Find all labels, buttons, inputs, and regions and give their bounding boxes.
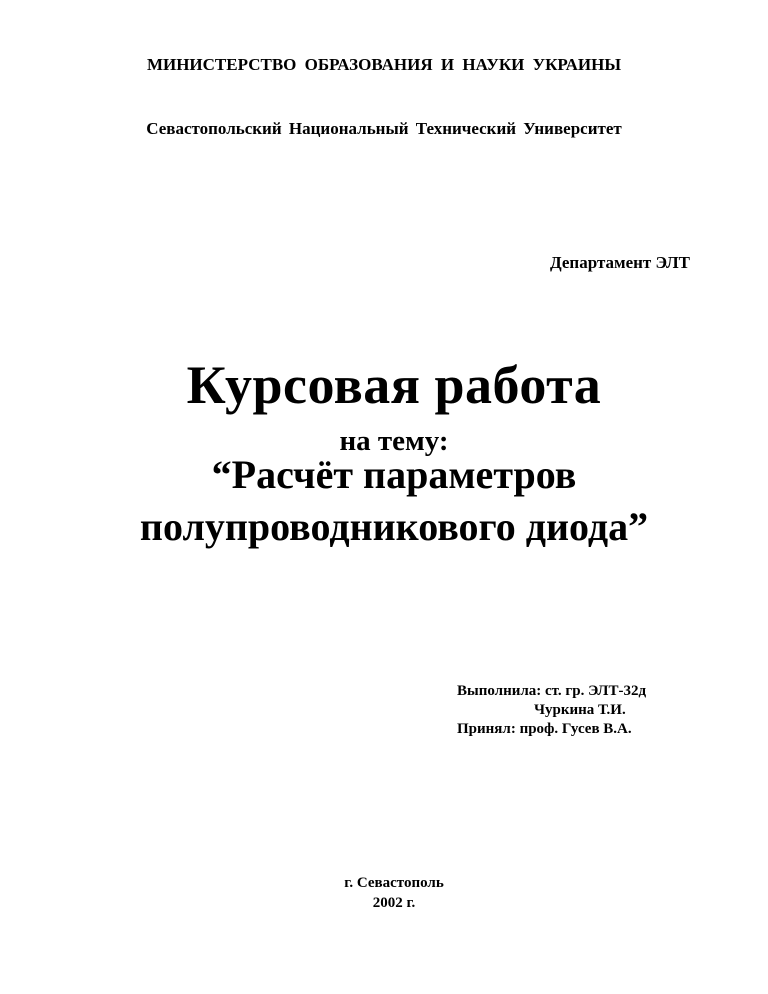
document-subtitle: на тему:: [339, 425, 449, 457]
topic-line-1: “Расчёт параметров: [211, 452, 577, 497]
performed-by: Выполнила: ст. гр. ЭЛТ-32д: [457, 683, 647, 699]
ministry-heading: МИНИСТЕРСТВО ОБРАЗОВАНИЯ И НАУКИ УКРАИНЫ: [146, 55, 622, 74]
university-name: Севастопольский Национальный Технический Университет: [146, 119, 622, 138]
year: 2002 г.: [372, 895, 416, 911]
document-title: Курсовая работа: [186, 355, 602, 415]
city: г. Севастополь: [344, 875, 444, 891]
topic-line-2: полупроводникового диода”: [139, 504, 649, 549]
student-name: Чуркина Т.И.: [534, 702, 626, 718]
department-name: Департамент ЭЛТ: [549, 253, 690, 272]
accepted-by: Принял: проф. Гусев В.А.: [457, 721, 632, 737]
